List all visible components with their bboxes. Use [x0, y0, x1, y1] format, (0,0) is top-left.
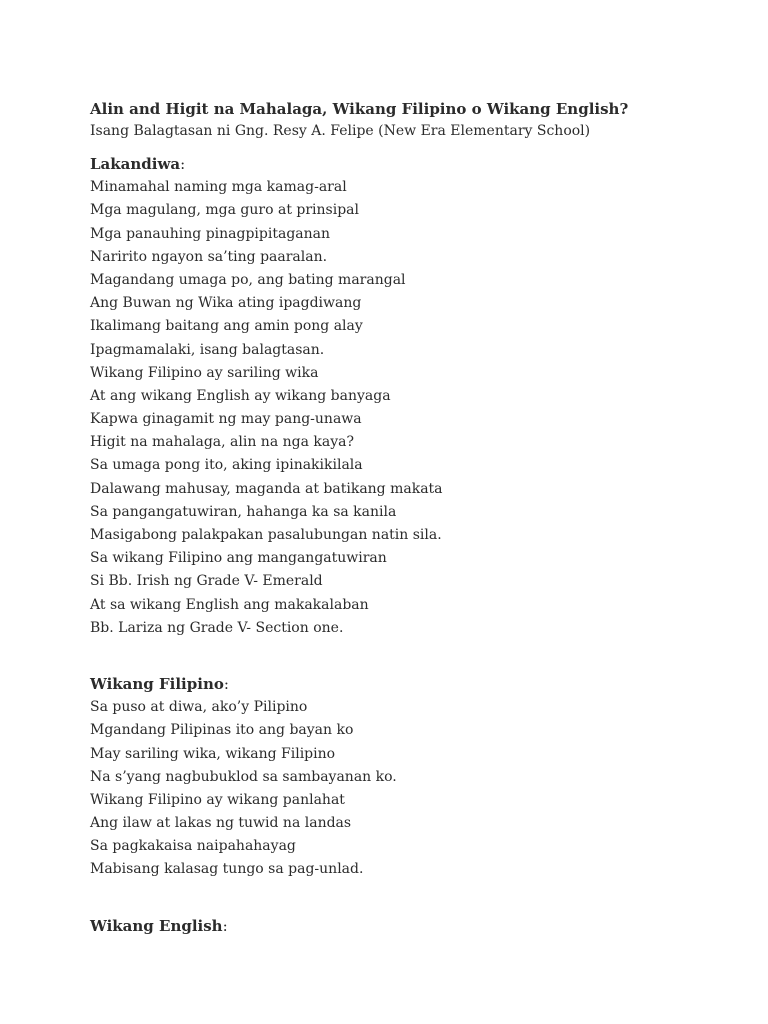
- verse-line: Sa puso at diwa, ako’y Pilipino: [90, 699, 308, 716]
- verse-line: Sa umaga pong ito, aking ipinakikilala: [90, 457, 363, 474]
- verse-line: Sa wikang Filipino ang mangangatuwiran: [90, 550, 387, 567]
- speaker-heading: [90, 153, 740, 176]
- verse-line: Dalawang mahusay, maganda at batikang makata: [90, 480, 443, 497]
- verse-line: Wikang Filipino ay wikang panlahat: [90, 791, 345, 808]
- verse-line: At ang wikang English ay wikang banyaga: [90, 387, 391, 404]
- document-title: Alin and Higit na Mahalaga, Wikang Filipino o Wikang English?: [90, 100, 629, 118]
- speaker-colon: :: [223, 674, 229, 693]
- verse-line: Na s’yang nagbubuklod sa sambayanan ko.: [90, 768, 397, 785]
- speaker-name: Lakandiwa: [90, 155, 181, 173]
- verse-line: Minamahal naming mga kamag-aral: [90, 179, 347, 196]
- verse-line: Kapwa ginagamit ng may pang-unawa: [90, 411, 362, 428]
- verse-line: Mabisang kalasag tungo sa pag-unlad.: [90, 861, 364, 878]
- verse-line: Ang Buwan ng Wika ating ipagdiwang: [90, 295, 362, 312]
- verse-line: Wikang Filipino ay sariling wika: [90, 364, 319, 381]
- verse-line: Ipagmamalaki, isang balagtasan.: [90, 341, 325, 358]
- speaker-name: Wikang Filipino: [90, 674, 224, 693]
- verse-line: Mgandang Pilipinas ito ang bayan ko: [90, 722, 354, 739]
- verse-line: Sa pangangatuwiran, hahanga ka sa kanila: [90, 503, 397, 520]
- verse-line: At sa wikang English ang makakalaban: [90, 596, 369, 613]
- poem-section: [90, 153, 740, 640]
- verse-line: May sariling wika, wikang Filipino: [90, 745, 336, 762]
- speaker-name: Wikang English: [90, 916, 223, 935]
- speaker-colon: :: [222, 916, 228, 935]
- verse-line: Magandang umaga po, ang bating marangal: [90, 271, 406, 288]
- document-subtitle: Isang Balagtasan ni Gng. Resy A. Felipe (New Era Elementary School): [90, 123, 591, 139]
- document-page: [90, 98, 740, 938]
- verse-line: Ang ilaw at lakas ng tuwid na landas: [90, 815, 352, 832]
- section-spacer: [90, 640, 740, 662]
- poem-sections: [90, 153, 740, 938]
- verse-line: Higit na mahalaga, alin na nga kaya?: [90, 434, 354, 451]
- verse-line: Si Bb. Irish ng Grade V- Emerald: [90, 573, 323, 590]
- verse-line: Mga panauhing pinagpipitaganan: [90, 225, 331, 242]
- speaker-heading: [90, 673, 740, 696]
- speaker-colon: :: [180, 155, 186, 173]
- section-spacer: [90, 882, 740, 904]
- poem-section: [90, 915, 740, 938]
- verse-line: Ikalimang baitang ang amin pong alay: [90, 318, 363, 335]
- speaker-heading: [90, 915, 740, 938]
- verse-line: Bb. Lariza ng Grade V- Section one.: [90, 619, 344, 636]
- verse-line: Sa pagkakaisa naipahahayag: [90, 838, 296, 855]
- verse-line: Mga magulang, mga guro at prinsipal: [90, 202, 360, 219]
- verse-line: Masigabong palakpakan pasalubungan natin sila.: [90, 527, 442, 543]
- verse-line: Naririto ngayon sa’ting paaralan.: [90, 248, 328, 265]
- poem-section: [90, 673, 740, 882]
